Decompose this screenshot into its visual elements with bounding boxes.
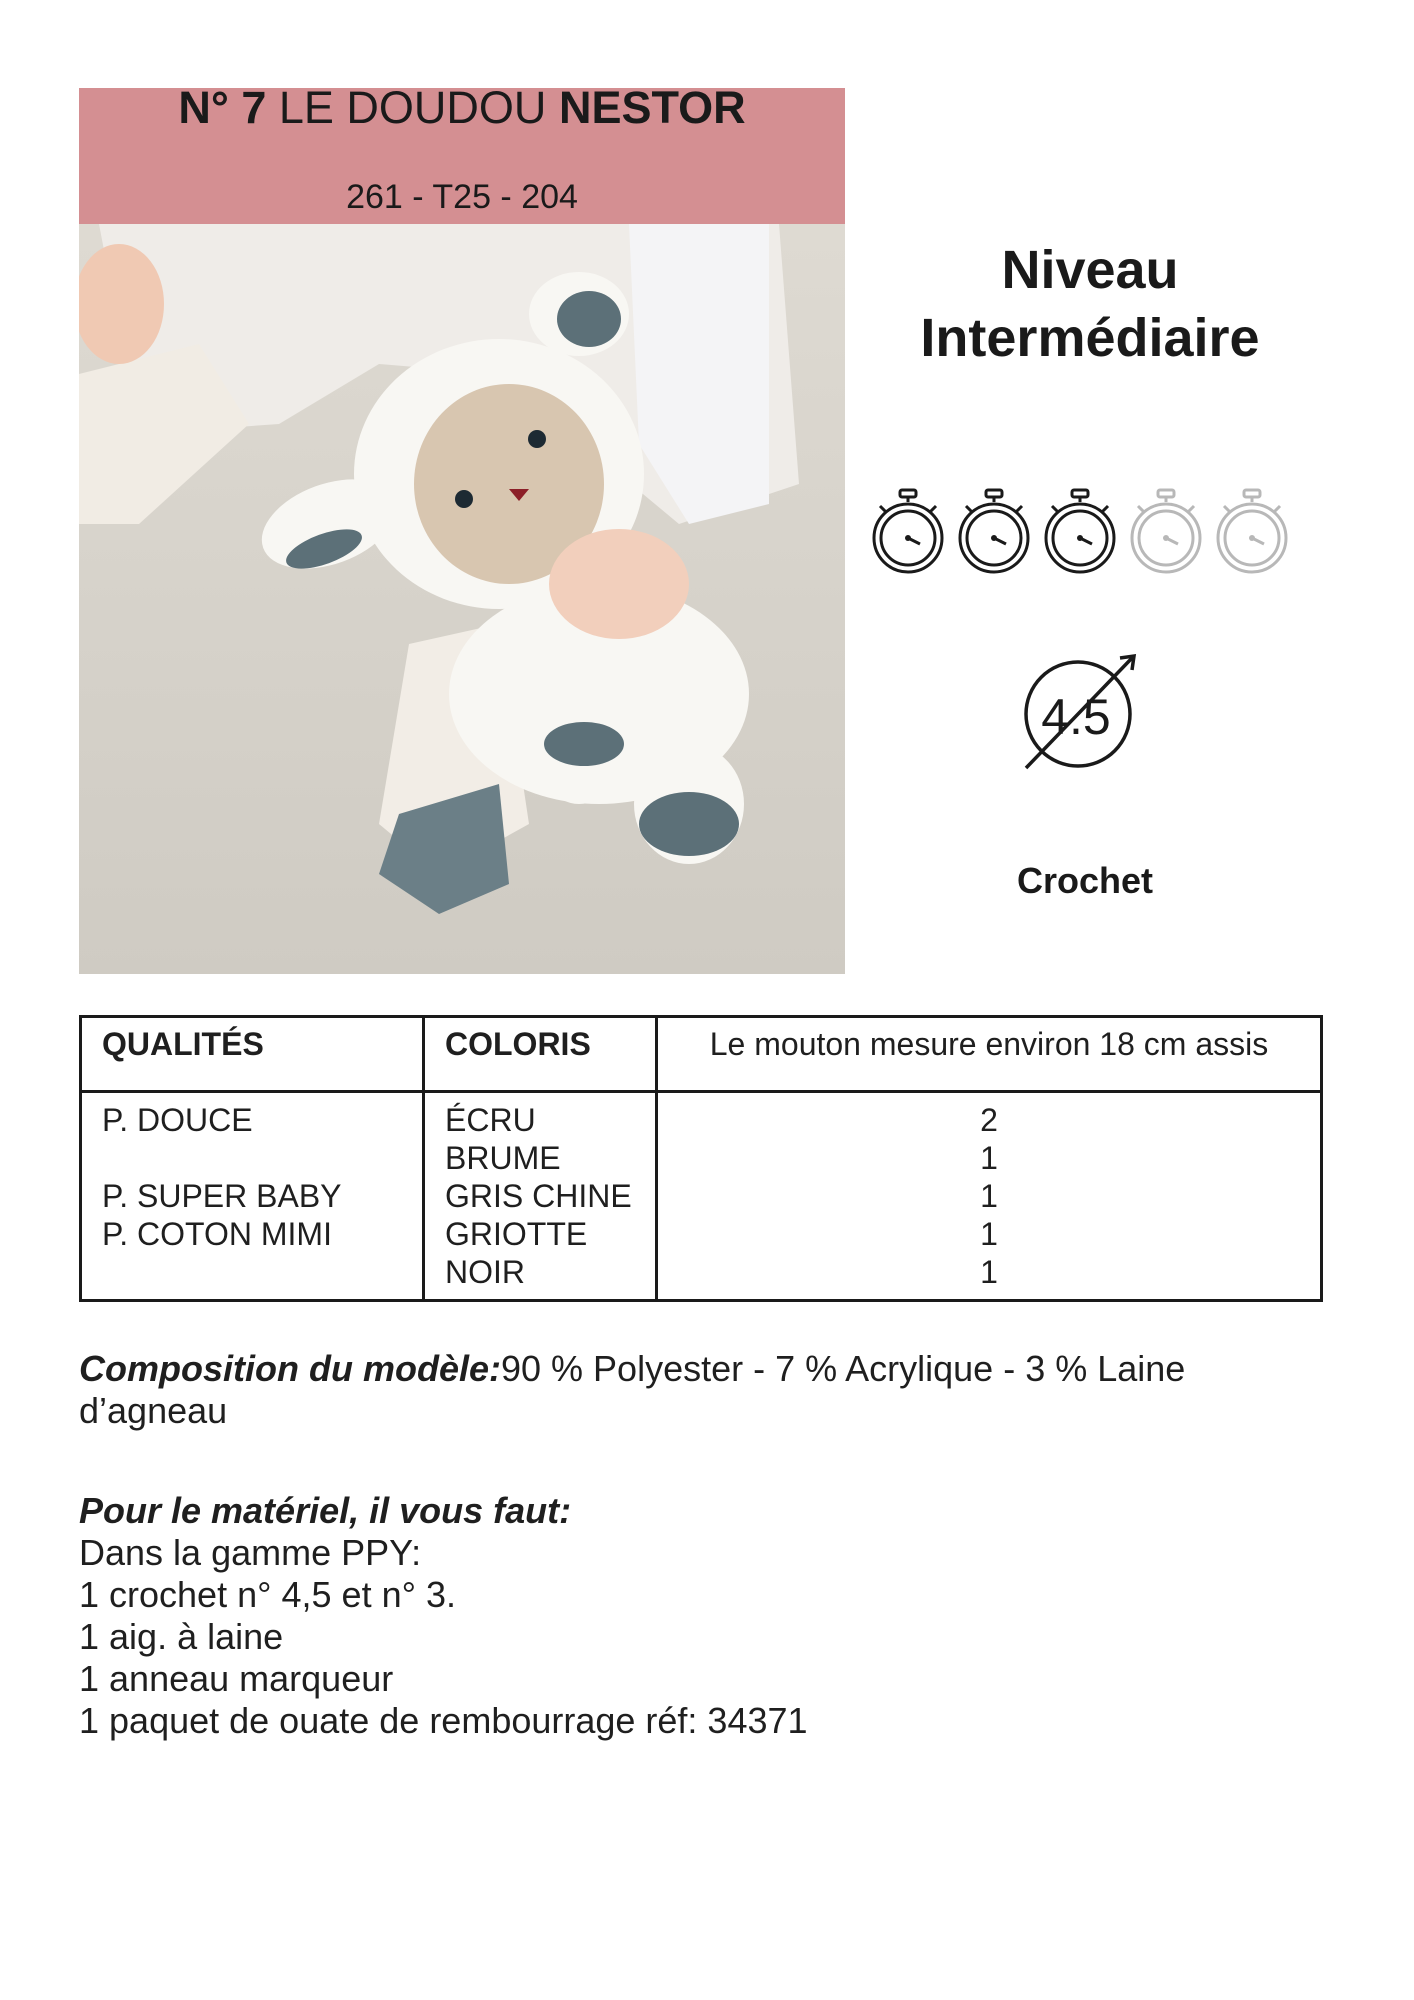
technique-label: Crochet — [1016, 860, 1154, 901]
stopwatch-icon — [870, 488, 946, 576]
quantities-cell — [657, 1092, 1322, 1301]
quality-item: P. DOUCE — [102, 1102, 253, 1138]
pattern-title: N° 7 LE DOUDOU NESTOR — [178, 82, 746, 133]
list-item: 1 anneau marqueur — [79, 1658, 394, 1699]
svg-text:4.5: 4.5 — [1041, 689, 1111, 745]
table-header-row — [81, 1017, 1322, 1092]
stopwatch-icon — [1214, 488, 1290, 576]
stopwatch-icon — [956, 488, 1032, 576]
list-item: Dans la gamme PPY: — [79, 1532, 422, 1573]
quality-spacer — [102, 1139, 402, 1177]
difficulty-timers — [870, 488, 1290, 578]
color-item: GRIS CHINE — [445, 1178, 632, 1214]
header-size-note: Le mouton mesure environ 18 cm assis — [657, 1017, 1322, 1092]
list-item: 1 aig. à laine — [79, 1616, 284, 1657]
materials-table — [79, 1015, 1323, 1302]
quantity-item: 1 — [980, 1216, 998, 1252]
difficulty-level: Niveau Intermédiaire — [920, 240, 1260, 368]
quantity-item: 1 — [980, 1178, 998, 1214]
header-qualities: QUALITÉS — [81, 1017, 424, 1092]
quantity-item: 1 — [980, 1254, 998, 1290]
material-label: Pour le matériel, il vous faut: — [79, 1490, 572, 1531]
quantity-item: 1 — [980, 1140, 998, 1176]
qualities-cell — [81, 1092, 424, 1301]
color-item: GRIOTTE — [445, 1216, 588, 1252]
colors-cell — [424, 1092, 657, 1301]
composition — [79, 1348, 1329, 1432]
product-photo — [79, 224, 845, 974]
list-item: 1 paquet de ouate de rembourrage réf: 34371 — [79, 1700, 808, 1741]
color-item: BRUME — [445, 1140, 561, 1176]
quantity-item: 2 — [980, 1102, 998, 1138]
composition-text: 90 % Polyester - 7 % Acrylique - 3 % Laine d’agneau — [79, 1348, 1186, 1431]
crochet-hook-size-icon — [1020, 650, 1144, 774]
list-item: 1 crochet n° 4,5 et n° 3. — [79, 1574, 457, 1615]
table-row — [81, 1092, 1322, 1301]
color-item: ÉCRU — [445, 1102, 536, 1138]
stopwatch-icon — [1042, 488, 1118, 576]
quality-item: P. COTON MIMI — [102, 1216, 332, 1252]
header-colors: COLORIS — [424, 1017, 657, 1092]
stopwatch-icon — [1128, 488, 1204, 576]
color-item: NOIR — [445, 1254, 525, 1290]
quality-item: P. SUPER BABY — [102, 1178, 342, 1214]
material-list — [79, 1490, 1329, 1742]
pattern-reference: 261 - T25 - 204 — [346, 178, 578, 216]
composition-label: Composition du modèle: — [79, 1348, 501, 1389]
